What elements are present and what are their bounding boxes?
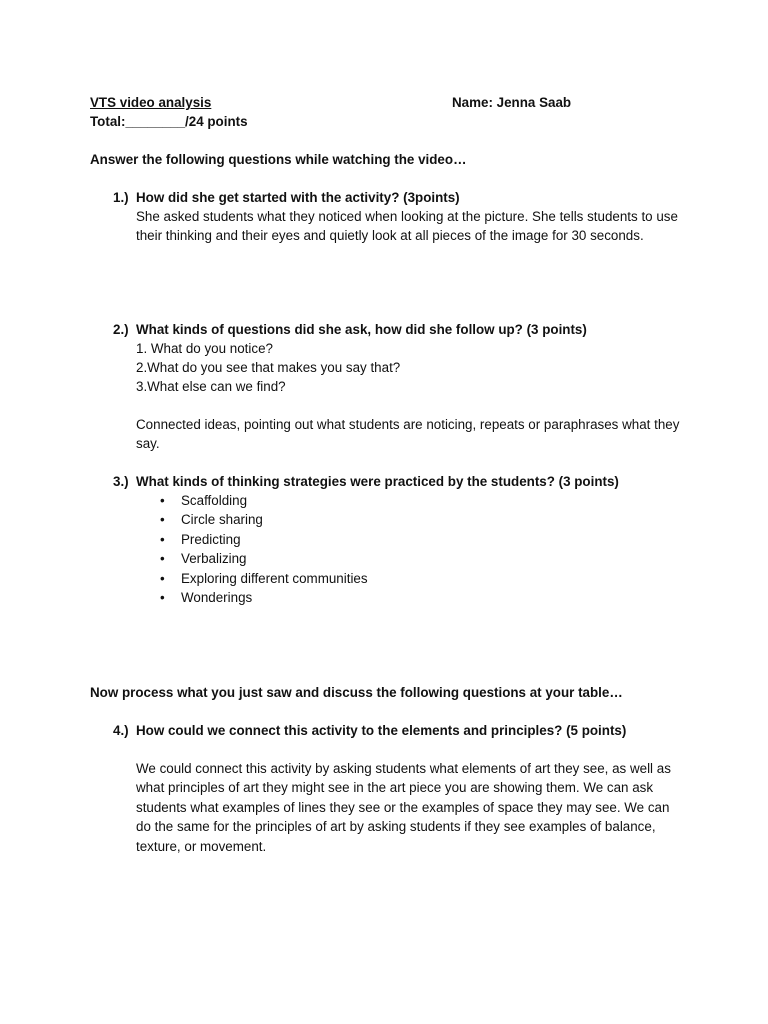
strategies-list bbox=[136, 491, 368, 607]
list-item-text: Verbalizing bbox=[181, 551, 247, 567]
question-1-text: How did she get started with the activity? (3points) bbox=[136, 190, 460, 205]
list-item-text: Exploring different communities bbox=[181, 570, 368, 586]
question-4-number: 4.) bbox=[113, 723, 129, 738]
question-1-number: 1.) bbox=[113, 190, 129, 205]
bullet-icon: • bbox=[160, 493, 165, 508]
question-1-answer: She asked students what they noticed when looking at the picture. She tells students to use their thinking and their eyes and quietly look at all pieces of the image for 30 seconds. bbox=[136, 209, 678, 244]
process-instruction: Now process what you just saw and discuss the following questions at your table… bbox=[90, 685, 623, 700]
question-2-answer-paragraph: Connected ideas, pointing out what students are noticing, repeats or paraphrases what they say. bbox=[136, 417, 680, 452]
list-item bbox=[136, 510, 368, 529]
question-4-answer: We could connect this activity by asking students what elements of art they see, as well as what principles of art they might see in the art piece you are showing them. We can ask students what examples of lines they see or the examples of space they may see. We can do the same for the principles of art by asking students if they see examples of balance, texture, or movement. bbox=[136, 761, 671, 854]
question-2-text: What kinds of questions did she ask, how did she follow up? (3 points) bbox=[136, 322, 587, 337]
question-2-number: 2.) bbox=[113, 322, 129, 337]
list-item bbox=[136, 530, 368, 549]
question-2-answer-line: 2.What do you see that makes you say that? bbox=[136, 360, 401, 375]
question-4-text: How could we connect this activity to the elements and principles? (5 points) bbox=[136, 723, 627, 738]
question-2-answer-line: 3.What else can we find? bbox=[136, 379, 286, 394]
list-item-text: Scaffolding bbox=[181, 493, 248, 508]
total-points: Total:________/24 points bbox=[90, 114, 248, 129]
bullet-icon: • bbox=[160, 512, 165, 528]
list-item bbox=[136, 569, 368, 588]
list-item-text: Predicting bbox=[181, 531, 241, 547]
bullet-icon: • bbox=[160, 551, 165, 567]
bullet-icon: • bbox=[160, 531, 165, 547]
list-item bbox=[136, 491, 368, 510]
document-title: VTS video analysis bbox=[90, 95, 212, 110]
question-3-number: 3.) bbox=[113, 474, 129, 489]
question-3-text: What kinds of thinking strategies were practiced by the students? (3 points) bbox=[136, 474, 619, 489]
list-item-text: Circle sharing bbox=[181, 512, 263, 528]
list-item-text: Wonderings bbox=[181, 589, 253, 605]
bullet-icon: • bbox=[160, 589, 165, 605]
list-item bbox=[136, 588, 368, 607]
intro-instruction: Answer the following questions while watching the video… bbox=[90, 152, 467, 167]
bullet-icon: • bbox=[160, 570, 165, 586]
question-2-answer-line: 1. What do you notice? bbox=[136, 341, 273, 356]
list-item bbox=[136, 549, 368, 568]
student-name: Name: Jenna Saab bbox=[452, 95, 572, 110]
